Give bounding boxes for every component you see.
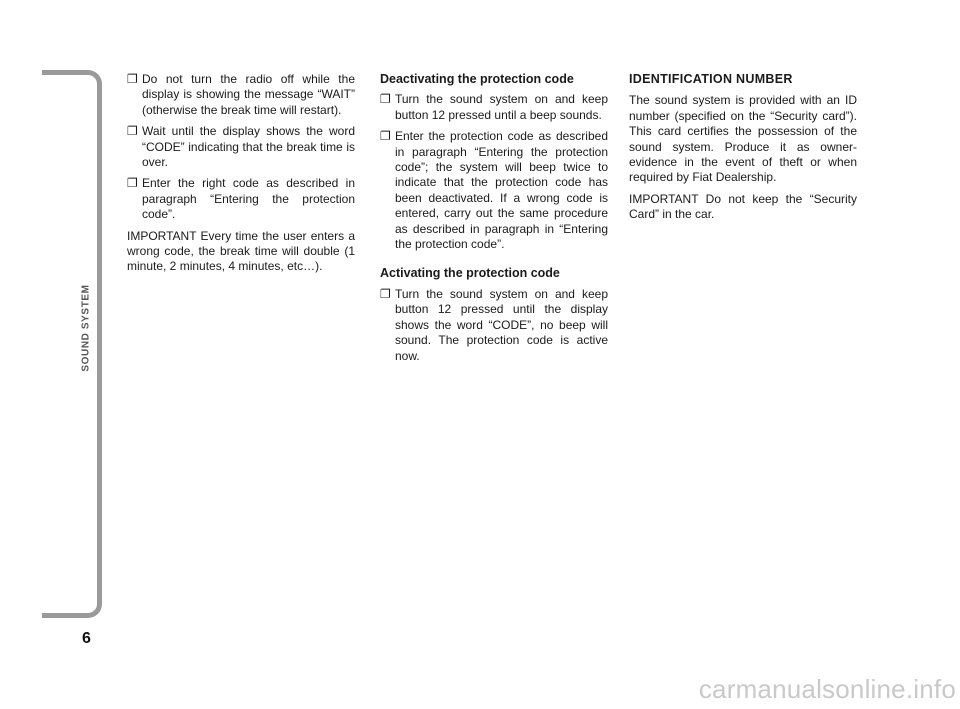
column-3 [629, 72, 857, 229]
watermark: carmanualsonline.info [698, 674, 956, 704]
page-number: 6 [82, 630, 91, 647]
section-heading: Activating the protection code [380, 266, 560, 281]
checkbox-bullet-icon: ❐ [127, 176, 138, 191]
section-label: SOUND SYSTEM [80, 284, 92, 372]
bullet-item [380, 92, 608, 123]
important-note: IMPORTANT Do not keep the “Security Card” in the car. [629, 191, 857, 222]
checkbox-bullet-icon: ❐ [127, 124, 138, 139]
section-heading: IDENTIFICATION NUMBER [629, 72, 793, 86]
bullet-item [380, 129, 608, 252]
bullet-text: Enter the protection code as described in paragraph “Entering the protection code”; the system will beep twice to indicate that the protection code has been deactivated. If a wrong code is entered, carry out the same procedure as described in paragraph in “Entering the protection code”. [395, 129, 608, 252]
side-tab-frame [42, 70, 102, 618]
important-note: IMPORTANT Every time the user enters a wrong code, the break time will double (1 minute, 2 minutes, 4 minutes, etc…). [127, 228, 355, 274]
bullet-item [127, 72, 355, 118]
checkbox-bullet-icon: ❐ [380, 92, 391, 107]
checkbox-bullet-icon: ❐ [127, 72, 138, 86]
column-1 [127, 72, 355, 281]
bullet-text: Turn the sound system on and keep button 12 pressed until a beep sounds. [395, 92, 608, 122]
bullet-text: Do not turn the radio off while the display is showing the message “WAIT” (otherwise the break time will restart). [142, 72, 355, 117]
section-heading: Deactivating the protection code [380, 72, 574, 86]
body-paragraph: The sound system is provided with an ID number (specified on the “Security card”). This card certifies the possession of the sound system. Produce it as owner-evidence in the event of theft or when required by Fiat Dealership. [629, 93, 857, 185]
bullet-item [127, 124, 355, 170]
bullet-item [127, 176, 355, 222]
bullet-item [380, 287, 608, 364]
checkbox-bullet-icon: ❐ [380, 286, 391, 301]
bullet-text: Wait until the display shows the word “CODE” indicating that the break time is over. [142, 124, 355, 170]
column-2 [380, 72, 608, 370]
bullet-text: Turn the sound system on and keep button 12 pressed until the display shows the word “CODE”, no beep will sound. The protection code is active now. [395, 286, 608, 363]
checkbox-bullet-icon: ❐ [380, 129, 391, 144]
bullet-text: Enter the right code as described in paragraph “Entering the protection code”. [142, 176, 355, 222]
